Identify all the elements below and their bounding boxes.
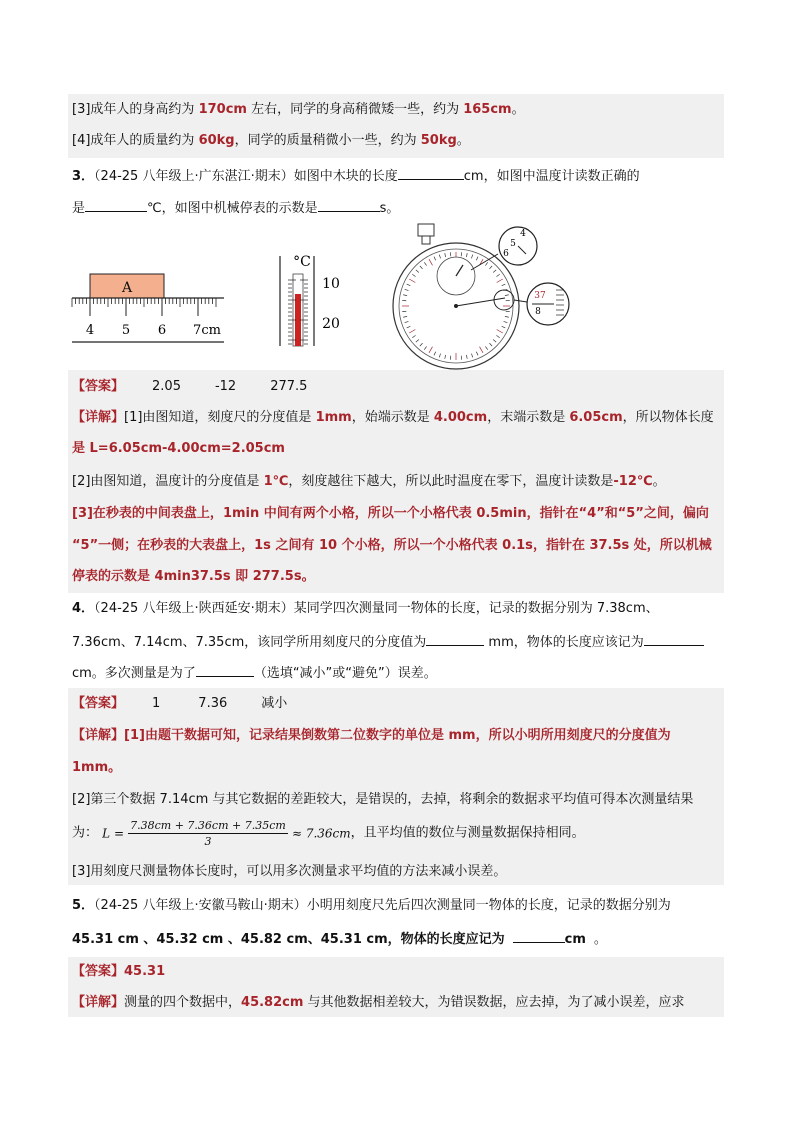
prev-line-4: [4]成年人的质量约为 60kg，同学的质量稍微小一些，约为 50kg。 [72, 133, 470, 148]
q3-detail-2: [2]由图知道，温度计的分度值是 1℃，刻度越往下越大，所以此时温度在零下，温度计读数是-12℃。 [72, 474, 666, 489]
ruler-tick-7cm: 7cm [193, 323, 221, 338]
q4-detail-3: [3]用刻度尺测量物体长度时，可以用多次测量求平均值的方法来减小误差。 [72, 864, 507, 879]
formula-rhs: ≈ 7.36cm [291, 826, 351, 841]
zoom-minute-6: 6 [503, 249, 509, 259]
q4-stem-line2: 7.36cm、7.14cm、7.35cm，该同学所用刻度尺的分度值为 mm，物体的长度应该记为 [72, 631, 704, 653]
q4-stem-line3: cm。多次测量是为了 （选填“减小”或“避免”）误差。 [72, 662, 437, 684]
q3-figures [68, 222, 588, 370]
q3-answer-line: 【答案】 2.05 -12 277.5 [72, 379, 308, 394]
zoom-seconds-8: 8 [535, 307, 541, 317]
formula-numerator: 7.38cm + 7.36cm + 7.35cm [130, 819, 286, 832]
q3-detail-3c: 停表的示数是 4min37.5s 即 277.5s。 [72, 569, 315, 584]
formula-lhs: L = [102, 826, 124, 841]
q3-answer-2: -12 [214, 379, 237, 394]
q5-stem-line2: 45.31 cm 、45.32 cm 、45.82 cm、45.31 cm，物体的长度应记为 cm 。 [72, 928, 607, 950]
prev-line-3: [3]成年人的身高约为 170cm 左右，同学的身高稍微矮一些，约为 165cm。 [72, 102, 525, 117]
wood-block-label: A [121, 280, 133, 296]
ruler-tick-6: 6 [157, 323, 167, 338]
q4-detail-1b: 1mm。 [72, 760, 122, 775]
q3-detail-3: [3]在秒表的中间表盘上，1min 中间有两个小格，所以一个小格代表 0.5min，指针在“4”和“5”之间，偏向 [72, 506, 709, 521]
q5-stem-line1: 5．（24-25 八年级上·安徽马鞍山·期末）小明用刻度尺先后四次测量同一物体的长度，记录的数据分别为 [72, 898, 671, 913]
q4-stem-line1: 4．（24-25 八年级上·陕西延安·期末）某同学四次测量同一物体的长度，记录的数据分别为 7.38cm、 [72, 601, 659, 616]
q3-answer-1: 2.05 [152, 379, 181, 394]
q4-answer-1: 1 [152, 696, 161, 711]
stopwatch-figure [393, 224, 569, 369]
q4-answer-2: 7.36 [198, 696, 228, 711]
q3-stem-line1: 3．（24-25 八年级上·广东湛江·期末）如图中木块的长度 cm，如图中温度计读数正确的 [72, 165, 640, 187]
q4-detail-2-formula: 为： L = $\frac{7.38cm + 7.36cm + 7.35cm}{3}$ ≈ 7.36cm，且平均值的数位与测量数据保持相同。 [72, 819, 585, 848]
ruler-tick-5: 5 [121, 323, 131, 338]
q4-detail-2: [2]第三个数据 7.14cm 与其它数据的差距较大，是错误的，去掉，将剩余的数据求平均值可得本次测量结果 [72, 792, 694, 807]
q3-answer-3: 277.5 [270, 379, 308, 394]
q4-answer-3: 减小 [261, 696, 288, 711]
zoom-minute-5: 5 [510, 239, 516, 249]
zoom-seconds-37: 37 [534, 291, 546, 301]
q5-answer-line: 【答案】45.31 [72, 964, 166, 979]
ruler-ticks [72, 298, 216, 316]
ruler-tick-4: 4 [85, 323, 95, 338]
q3-stem-line2: 是 ℃，如图中机械停表的示数是 s。 [72, 197, 399, 219]
thermo-label-10: 10 [322, 276, 340, 292]
q4-detail-1: 【详解】[1]由题干数据可知，记录结果倒数第二位数字的单位是 mm，所以小明所用刻度尺的分度值为 [72, 728, 671, 743]
ruler-figure [72, 274, 224, 342]
q3-detail-3b: “5”一侧；在秒表的大表盘上，1s 之间有 10 个小格，所以一个小格代表 0.1s，指针在 37.5s 处，所以机械 [72, 538, 712, 553]
q4-solution-bg [68, 688, 724, 885]
thermometer-figure [280, 254, 340, 346]
thermo-label-20: 20 [322, 316, 340, 332]
zoom-minute-4: 4 [520, 229, 526, 239]
q5-detail-1: 【详解】测量的四个数据中，45.82cm 与其他数据相差较大，为错误数据，应去掉，为了减小误差，应求 [72, 995, 685, 1010]
q4-answer-line: 【答案】 1 7.36 减小 [72, 696, 288, 711]
formula-denominator: 3 [204, 835, 212, 848]
thermo-unit: °C [293, 254, 311, 270]
q3-detail-1: 【详解】[1]由图知道，刻度尺的分度值是 1mm，始端示数是 4.00cm，末端示数是 6.05cm，所以物体长度 [72, 410, 714, 425]
q5-answer: 45.31 [124, 964, 166, 979]
formula-fraction [128, 818, 288, 849]
q3-detail-1b: 是 L=6.05cm-4.00cm=2.05cm [72, 441, 285, 456]
